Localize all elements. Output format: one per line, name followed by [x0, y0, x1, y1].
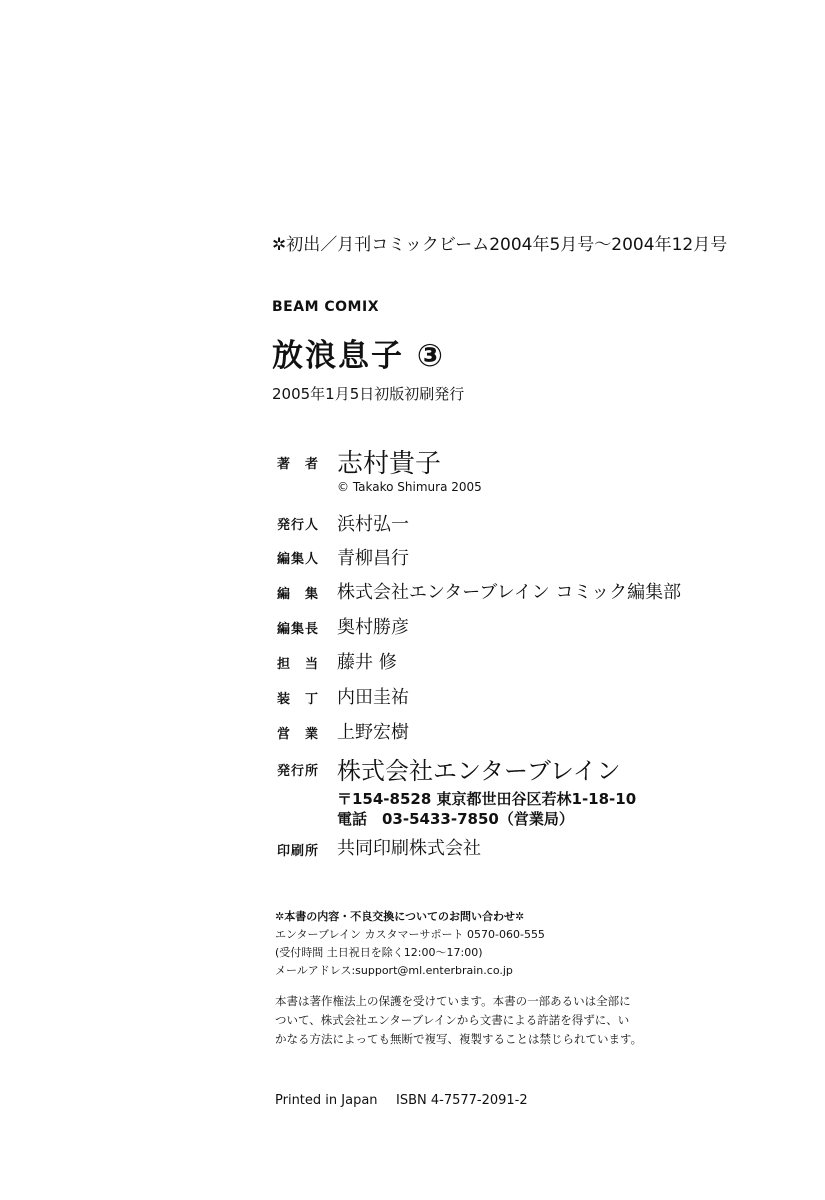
- inquiry-hours-line: (受付時間 土日祝日を除く12:00〜17:00): [275, 946, 483, 959]
- sales-label: 営 業: [277, 727, 320, 742]
- author-label: 著 者: [277, 457, 320, 472]
- first-publication-note: ✲初出／月刊コミックビーム2004年5月号〜2004年12月号: [272, 235, 728, 255]
- notice-line-3: かなる方法によっても無断で複写、複製することは禁じられています。: [275, 1032, 643, 1046]
- publisher-address: 〒154-8528 東京都世田谷区若林1-18-10: [337, 790, 637, 808]
- publisher-label: 発行所: [277, 764, 320, 779]
- publisher-person: 浜村弘一: [337, 514, 409, 535]
- book-title: 放浪息子 ③: [272, 338, 446, 374]
- isbn-number: ISBN 4-7577-2091-2: [396, 1093, 528, 1108]
- series-label: BEAM COMIX: [272, 299, 379, 315]
- in-charge-label: 担 当: [277, 657, 320, 672]
- publisher-phone: 電話 03-5433-7850（営業局）: [337, 810, 574, 828]
- editing-label: 編 集: [277, 587, 320, 602]
- editor-in-chief: 奥村勝彦: [337, 617, 409, 638]
- notice-line-2: ついて、株式会社エンターブレインから文書による許諾を得ずに、い: [275, 1013, 630, 1027]
- editor-person: 青柳昌行: [337, 548, 409, 569]
- publisher-name: 株式会社エンターブレイン: [337, 757, 621, 785]
- printer-label: 印刷所: [277, 844, 320, 859]
- editor-in-chief-label: 編集長: [277, 622, 320, 637]
- printed-in-japan: Printed in Japan: [275, 1093, 378, 1108]
- editor-person-label: 編集人: [277, 552, 320, 567]
- designer: 内田圭祐: [337, 687, 409, 708]
- author-name: 志村貴子: [337, 449, 442, 479]
- printer-name: 共同印刷株式会社: [337, 838, 481, 859]
- inquiry-email-line: メールアドレス:support@ml.enterbrain.co.jp: [275, 964, 513, 977]
- publisher-person-label: 発行人: [277, 518, 320, 533]
- editing-department: 株式会社エンターブレイン コミック編集部: [337, 582, 682, 603]
- publication-date: 2005年1月5日初版初刷発行: [272, 385, 465, 403]
- notice-line-1: 本書は著作権法上の保護を受けています。本書の一部あるいは全部に: [275, 994, 631, 1008]
- inquiry-title: ✲本書の内容・不良交換についてのお問い合わせ✲: [275, 910, 525, 923]
- sales-person: 上野宏樹: [337, 722, 409, 743]
- inquiry-support-line: エンターブレイン カスタマーサポート 0570-060-555: [275, 928, 545, 941]
- in-charge: 藤井 修: [337, 652, 397, 673]
- design-label: 装 丁: [277, 692, 320, 707]
- copyright-notice: © Takako Shimura 2005: [337, 480, 482, 494]
